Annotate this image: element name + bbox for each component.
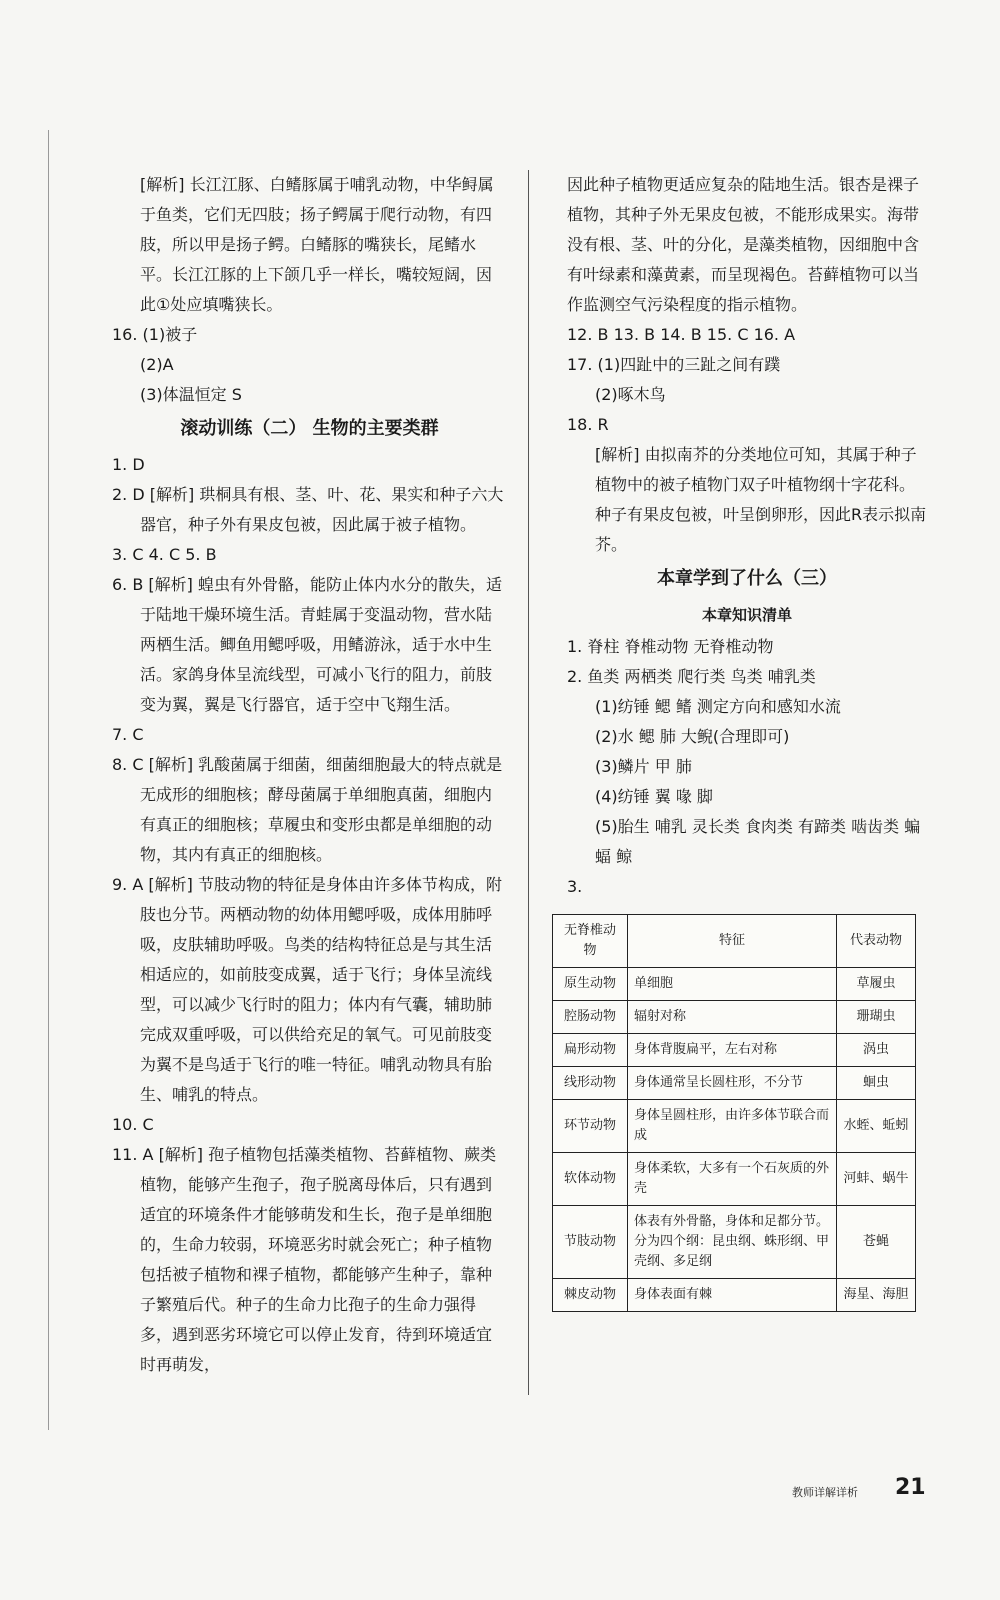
table-cell-group: 线形动物 — [553, 1067, 628, 1100]
table-cell-example: 水蛭、蚯蚓 — [837, 1100, 916, 1153]
knowledge-2-4: (4)纺锤 翼 喙 脚 — [595, 787, 713, 806]
table-cell-feature: 身体柔软，大多有一个石灰质的外壳 — [628, 1153, 837, 1206]
table-cell-feature: 身体通常呈长圆柱形，不分节 — [628, 1067, 837, 1100]
answer-8: 8. C [解析] 乳酸菌属于细菌，细菌细胞最大的特点就是无成形的细胞核；酵母菌属于单细胞真菌，细胞内有真正的细胞核；草履虫和变形虫都是单细胞的动物，其内有真正的细胞核。 — [112, 755, 503, 864]
table-cell-example: 草履虫 — [837, 968, 916, 1001]
table-cell-example: 蛔虫 — [837, 1067, 916, 1100]
answer-11-continued: 因此种子植物更适应复杂的陆地生活。银杏是裸子植物，其种子外无果皮包被，不能形成果实。海带没有根、茎、叶的分化，是藻类植物，因细胞中含有叶绿素和藻黄素，而呈现褐色。苔藓植物可以当作监测空气污染程度的指示植物。 — [567, 175, 920, 314]
knowledge-3: 3. — [567, 877, 583, 896]
answer-16-2: (2)A — [140, 355, 174, 374]
answer-12-16: 12. B 13. B 14. B 15. C 16. A — [567, 325, 796, 344]
table-cell-group: 腔肠动物 — [553, 1001, 628, 1034]
table-row — [553, 1067, 916, 1100]
table-cell-example: 海星、海胆 — [837, 1279, 916, 1312]
footer-label: 教师详解详析 — [792, 1486, 858, 1499]
answer-6: 6. B [解析] 蝗虫有外骨骼，能防止体内水分的散失，适于陆地干燥环境生活。青蛙属于变温动物，营水陆两栖生活。鲫鱼用鳃呼吸，用鳍游泳，适于水中生活。家鸽身体呈流线型，可减小飞行的阻力，前肢变为翼，翼是飞行器官，适于空中飞翔生活。 — [112, 575, 502, 714]
table-cell-example: 河蚌、蜗牛 — [837, 1153, 916, 1206]
table-cell-example: 珊瑚虫 — [837, 1001, 916, 1034]
table-row — [553, 1279, 916, 1312]
table-header-cell: 代表动物 — [837, 915, 916, 968]
knowledge-2-2: (2)水 鳃 肺 大鲵(合理即可) — [595, 727, 790, 746]
answer-16-1: 16. (1)被子 — [112, 325, 198, 344]
table-header-cell: 无脊椎动物 — [553, 915, 628, 968]
answer-16-3: (3)体温恒定 S — [140, 385, 242, 404]
answer-17-1: 17. (1)四趾中的三趾之间有蹼 — [567, 355, 781, 374]
table-row — [553, 1001, 916, 1034]
answer-1: 1. D — [112, 455, 145, 474]
section-heading-rolling-training: 滚动训练（二） 生物的主要类群 — [180, 418, 439, 439]
analysis-15: [解析] 长江江豚、白鳍豚属于哺乳动物，中华鲟属于鱼类，它们无四肢；扬子鳄属于爬行动物，有四肢，所以甲是扬子鳄。白鳍豚的嘴狭长，尾鳍水平。长江江豚的上下颌几乎一样长，嘴较短阔，因此①处应填嘴狭长。 — [140, 175, 494, 314]
table-row — [553, 1100, 916, 1153]
table-row — [553, 968, 916, 1001]
table-cell-example: 涡虫 — [837, 1034, 916, 1067]
table-cell-group: 原生动物 — [553, 968, 628, 1001]
answer-17-2: (2)啄木鸟 — [595, 385, 666, 404]
table-cell-group: 软体动物 — [553, 1153, 628, 1206]
answer-18: 18. R — [567, 415, 609, 434]
page-number: 21 — [895, 1475, 926, 1500]
knowledge-2-3: (3)鳞片 甲 肺 — [595, 757, 692, 776]
left-column — [112, 170, 507, 1380]
table-cell-feature: 身体背腹扁平，左右对称 — [628, 1034, 837, 1067]
table-cell-feature: 身体表面有棘 — [628, 1279, 837, 1312]
knowledge-2-1: (1)纺锤 鳃 鳍 测定方向和感知水流 — [595, 697, 841, 716]
table-cell-group: 棘皮动物 — [553, 1279, 628, 1312]
answer-10: 10. C — [112, 1115, 154, 1134]
table-cell-feature: 身体呈圆柱形，由许多体节联合而成 — [628, 1100, 837, 1153]
column-divider — [528, 170, 529, 1395]
answer-7: 7. C — [112, 725, 144, 744]
right-column — [563, 170, 927, 1312]
table-cell-group: 节肢动物 — [553, 1206, 628, 1279]
table-cell-example: 苍蝇 — [837, 1206, 916, 1279]
table-header-row — [553, 915, 916, 968]
table-cell-feature: 体表有外骨骼，身体和足都分节。分为四个纲：昆虫纲、蛛形纲、甲壳纲、多足纲 — [628, 1206, 837, 1279]
knowledge-1: 1. 脊柱 脊椎动物 无脊椎动物 — [567, 637, 774, 656]
table-cell-group: 扁形动物 — [553, 1034, 628, 1067]
answer-2: 2. D [解析] 珙桐具有根、茎、叶、花、果实和种子六大器官，种子外有果皮包被，因此属于被子植物。 — [112, 485, 504, 534]
sub-heading-knowledge-list: 本章知识清单 — [701, 606, 792, 624]
knowledge-2: 2. 鱼类 两栖类 爬行类 鸟类 哺乳类 — [567, 667, 816, 686]
table-cell-feature: 单细胞 — [628, 968, 837, 1001]
table-row — [553, 1153, 916, 1206]
table-row — [553, 1034, 916, 1067]
answer-11: 11. A [解析] 孢子植物包括藻类植物、苔藓植物、蕨类植物，能够产生孢子，孢子脱离母体后，只有遇到适宜的环境条件才能够萌发和生长，孢子是单细胞的，生命力较弱，环境恶劣时就会死亡；种子植物包括被子植物和裸子植物，都能够产生种子，靠种子繁殖后代。种子的生命力比孢子的生命力强得多，遇到恶劣环境它可以停止发育，待到环境适宜时再萌发， — [112, 1145, 497, 1374]
section-heading-chapter-review: 本章学到了什么（三） — [657, 568, 837, 589]
analysis-18: [解析] 由拟南芥的分类地位可知，其属于种子植物中的被子植物门双子叶植物纲十字花科。种子有果皮包被，叶呈倒卵形，因此R表示拟南芥。 — [595, 445, 927, 554]
answer-9: 9. A [解析] 节肢动物的特征是身体由许多体节构成，附肢也分节。两栖动物的幼体用鳃呼吸，成体用肺呼吸，皮肤辅助呼吸。鸟类的结构特征总是与其生活相适应的，如前肢变成翼，适于飞行；身体呈流线型，可以减少飞行时的阻力；体内有气囊，辅助肺完成双重呼吸，可以供给充足的氧气。可见前肢变为翼不是鸟适于飞行的唯一特征。哺乳动物具有胎生、哺乳的特点。 — [112, 875, 502, 1104]
page-margin-line — [48, 130, 49, 1430]
table-cell-feature: 辐射对称 — [628, 1001, 837, 1034]
knowledge-2-5: (5)胎生 哺乳 灵长类 食肉类 有蹄类 啮齿类 蝙蝠 鲸 — [595, 817, 921, 866]
table-header-cell: 特征 — [628, 915, 837, 968]
table-row — [553, 1206, 916, 1279]
table-cell-group: 环节动物 — [553, 1100, 628, 1153]
answer-3-5: 3. C 4. C 5. B — [112, 545, 217, 564]
invertebrate-table — [552, 914, 916, 1312]
